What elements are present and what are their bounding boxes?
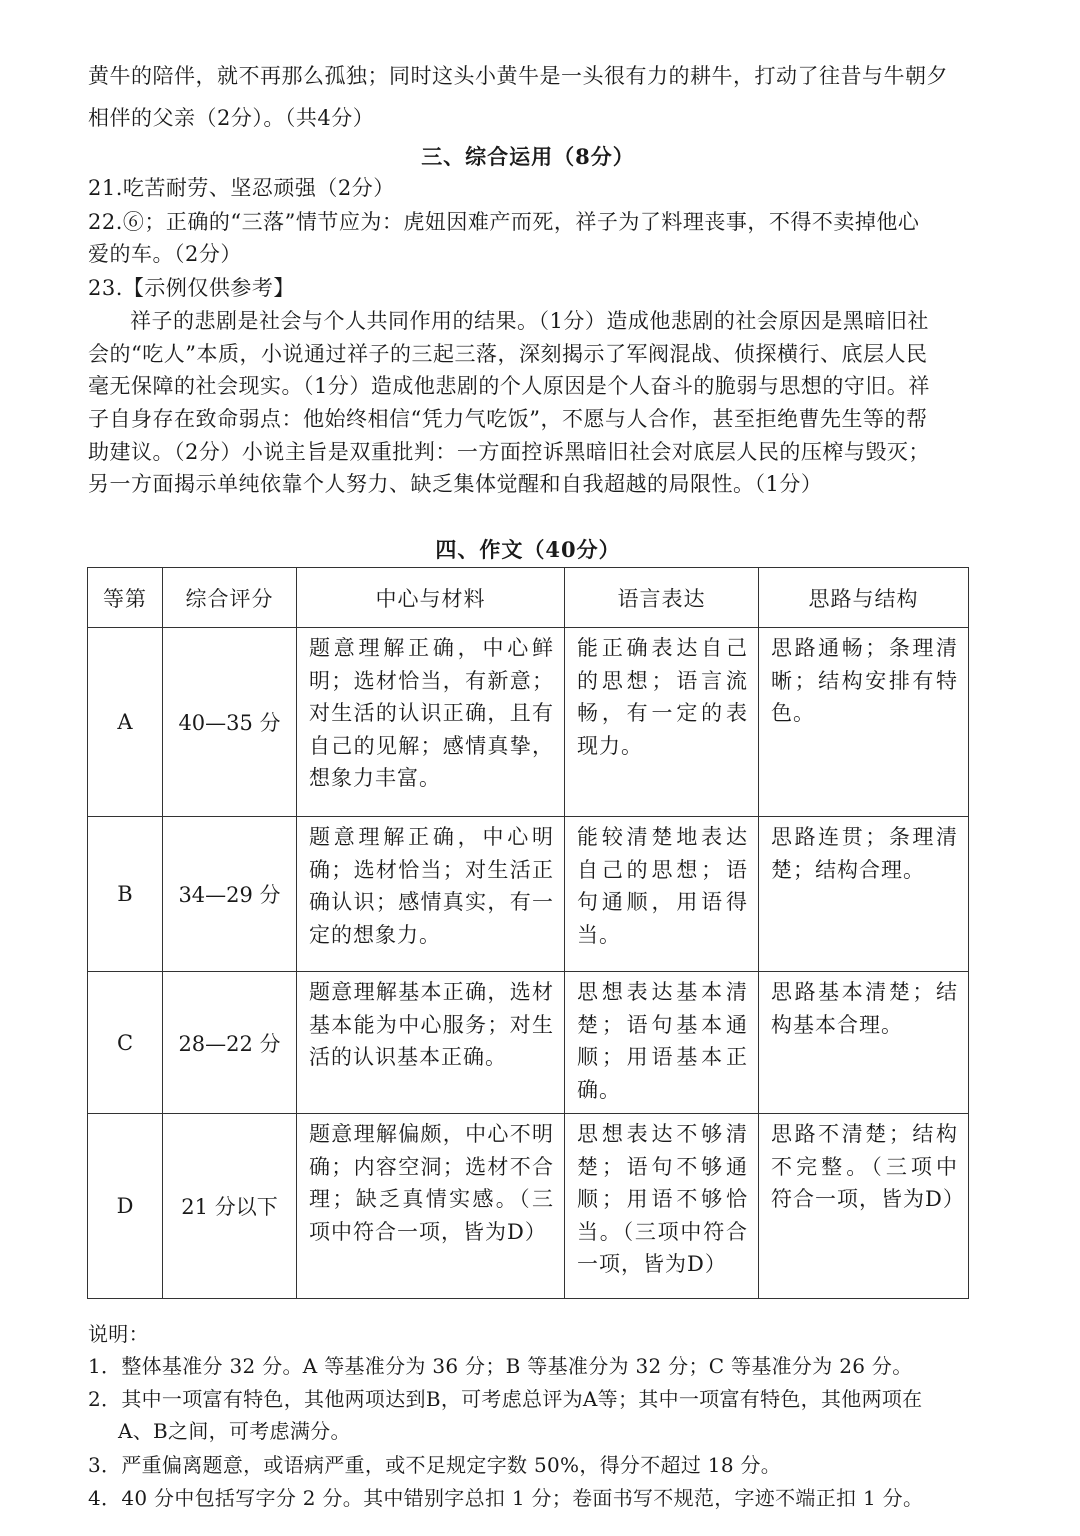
q23-answer-line-5: 助建议。（2分）小说主旨是双重批判：一方面控诉黑暗旧社会对底层人民的压榨与毁灭； [88, 440, 930, 464]
center-material-cell: 题意理解正确，中心鲜明；选材恰当，有新意；对生活的认识正确，且有自己的见解；感情真挚，想象力丰富。 [297, 628, 565, 817]
notes-label: 说明： [88, 1322, 149, 1346]
q23-answer-line-1: 祥子的悲剧是社会与个人共同作用的结果。（1分）造成他悲剧的社会原因是黑暗旧社 [130, 309, 929, 333]
score-cell: 40—35 分 [163, 628, 297, 817]
structure-cell: 思路通畅；条理清晰；结构安排有特色。 [759, 628, 969, 817]
header-center-material: 中心与材料 [297, 568, 565, 628]
note-item: 4．40 分中包括写字分 2 分。其中错别字总扣 1 分；卷面书写不规范，字迹不端正扣 1 分。 [88, 1486, 924, 1510]
score-cell: 21 分以下 [163, 1114, 297, 1299]
note-item: 1．整体基准分 32 分。A 等基准分为 36 分；B 等基准分为 32 分；C 等基准分为 26 分。 [88, 1354, 913, 1378]
essay-grading-table [87, 567, 969, 1299]
q23-answer-line-2: 会的“吃人”本质，小说通过祥子的三起三落，深刻揭示了军阀混战、侦探横行、底层人民 [88, 342, 928, 366]
structure-cell: 思路基本清楚；结构基本合理。 [759, 972, 969, 1114]
center-material-cell: 题意理解偏颇，中心不明确；内容空洞；选材不合理；缺乏真情实感。（三项中符合一项，皆为D） [297, 1114, 565, 1299]
section3-title: 三、综合运用（8分） [421, 144, 635, 169]
q23-answer-line-6: 另一方面揭示单纯依靠个人努力、缺乏集体觉醒和自我超越的局限性。（1分） [88, 472, 823, 496]
table-row [88, 972, 969, 1114]
q22-answer-line-1: 22.⑥；正确的“三落”情节应为：虎妞因难产而死，祥子为了料理丧事，不得不卖掉他心 [88, 210, 920, 234]
table-row [88, 817, 969, 972]
top-paragraph-line-1: 黄牛的陪伴，就不再那么孤独；同时这头小黄牛是一头很有力的耕牛，打动了往昔与牛朝夕 [88, 64, 948, 88]
section4-title: 四、作文（40分） [435, 537, 621, 562]
header-language: 语言表达 [565, 568, 759, 628]
grade-cell: B [88, 817, 163, 972]
q23-answer-line-3: 毫无保障的社会现实。（1分）造成他悲剧的个人原因是个人奋斗的脆弱与思想的守旧。祥 [88, 374, 930, 398]
language-cell: 思想表达基本清楚；语句基本通顺；用语基本正确。 [565, 972, 759, 1114]
table-row [88, 1114, 969, 1299]
language-cell: 能正确表达自己的思想；语言流畅，有一定的表现力。 [565, 628, 759, 817]
score-cell: 28—22 分 [163, 972, 297, 1114]
structure-cell: 思路不清楚；结构不完整。（三项中符合一项，皆为D） [759, 1114, 969, 1299]
table-header-row [88, 568, 969, 628]
score-cell: 34—29 分 [163, 817, 297, 972]
language-cell: 能较清楚地表达自己的思想；语句通顺，用语得当。 [565, 817, 759, 972]
q23-answer-line-4: 子自身存在致命弱点：他始终相信“凭力气吃饭”，不愿与人合作，甚至拒绝曹先生等的帮 [88, 407, 928, 431]
top-paragraph-line-2: 相伴的父亲（2分）。（共4分） [88, 106, 375, 130]
note-item: 2．其中一项富有特色，其他两项达到B，可考虑总评为A等；其中一项富有特色，其他两项在 [88, 1387, 923, 1411]
q22-answer-line-2: 爱的车。（2分） [88, 242, 242, 266]
structure-cell: 思路连贯；条理清楚；结构合理。 [759, 817, 969, 972]
center-material-cell: 题意理解基本正确，选材基本能为中心服务；对生活的认识基本正确。 [297, 972, 565, 1114]
grade-cell: D [88, 1114, 163, 1299]
note-item: 3．严重偏离题意，或语病严重，或不足规定字数 50%，得分不超过 18 分。 [88, 1453, 782, 1477]
q23-label: 23.【示例仅供参考】 [88, 276, 295, 300]
header-structure: 思路与结构 [759, 568, 969, 628]
header-grade: 等第 [88, 568, 163, 628]
grade-cell: C [88, 972, 163, 1114]
q21-answer: 21.吃苦耐劳、坚忍顽强（2分） [88, 176, 395, 200]
language-cell: 思想表达不够清楚；语句不够通顺；用语不够恰当。（三项中符合一项，皆为D） [565, 1114, 759, 1299]
center-material-cell: 题意理解正确，中心明确；选材恰当；对生活正确认识；感情真实，有一定的想象力。 [297, 817, 565, 972]
note-item-continued: A、B之间，可考虑满分。 [118, 1419, 351, 1443]
table-row [88, 628, 969, 817]
header-score: 综合评分 [163, 568, 297, 628]
grade-cell: A [88, 628, 163, 817]
